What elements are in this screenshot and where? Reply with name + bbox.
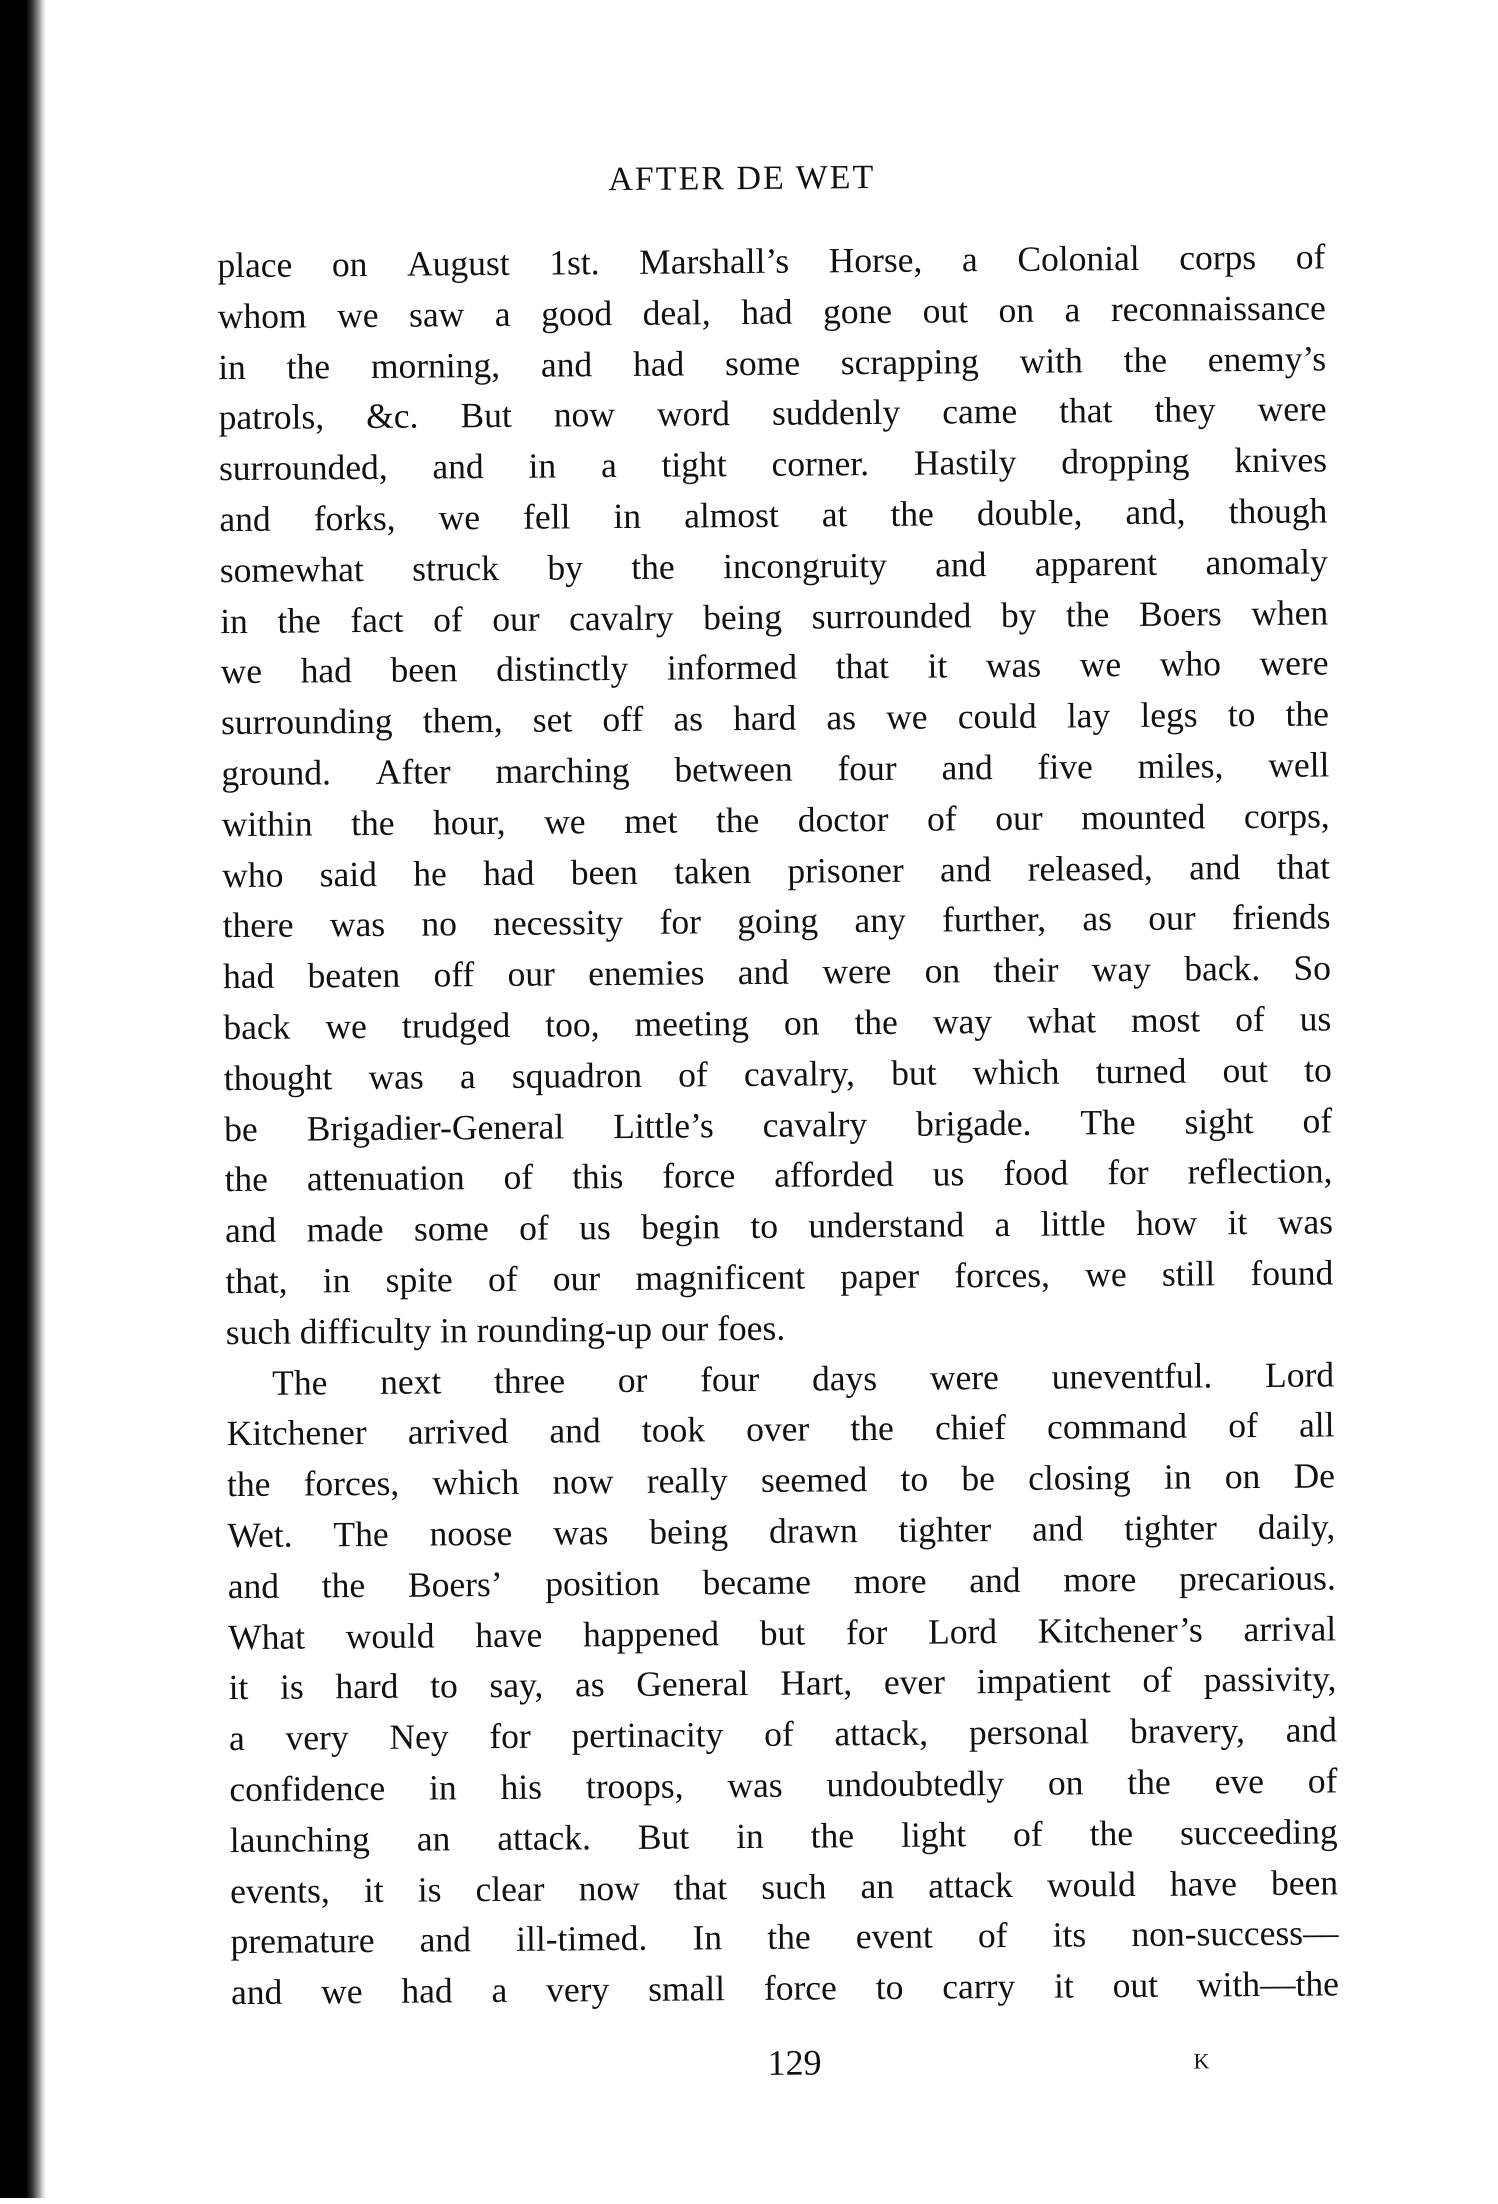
text-line: that, in spite of our magnificent paper forces, we still found <box>225 1252 1334 1302</box>
signature-mark: K <box>1193 2048 1210 2074</box>
text-line: in the fact of our cavalry being surrounded by the Boers when <box>220 592 1329 641</box>
text-line: somewhat struck by the incongruity and apparent anomaly <box>219 541 1328 590</box>
text-line: whom we saw a good deal, had gone out on a reconnaissance <box>217 287 1326 336</box>
text-line: launching an attack. But in the light of the succeeding <box>229 1811 1338 1860</box>
text-line: events, it is clear now that such an attack would have been <box>230 1861 1339 1911</box>
text-line: premature and ill-timed. In the event of its non-success— <box>230 1912 1339 1962</box>
text-line: ground. After marching between four and five miles, well <box>221 744 1330 794</box>
text-line: such difficulty in rounding-up our foes. <box>225 1307 786 1352</box>
text-line: thought was a squadron of cavalry, but which turned out to <box>223 1049 1332 1098</box>
text-line: be Brigadier-General Little’s cavalry brigade. The sight of <box>224 1099 1333 1149</box>
text-line: and the Boers’ position became more and more precarious. <box>227 1557 1336 1606</box>
text-line: it is hard to say, as General Hart, ever impatient of passivity, <box>228 1658 1337 1708</box>
text-line: there was no necessity for going any further, as our friends <box>222 896 1331 946</box>
text-line: and made some of us begin to understand a little how it was <box>224 1201 1334 1251</box>
text-line: Wet. The noose was being drawn tighter and tighter daily, <box>227 1506 1336 1556</box>
text-line: and we had a very small force to carry it out with—the <box>230 1963 1340 2013</box>
text-line: back we trudged too, meeting on the way what most of us <box>223 998 1332 1048</box>
text-line: place on August 1st. Marshall’s Horse, a Colonial corps of <box>217 236 1326 286</box>
text-line: and forks, we fell in almost at the double, and, though <box>219 490 1328 540</box>
body-text <box>217 231 1339 2018</box>
text-line: had beaten off our enemies and were on their way back. So <box>222 947 1332 997</box>
text-line: surrounded, and in a tight corner. Hastily dropping knives <box>218 439 1328 489</box>
text-line: we had been distinctly informed that it was we who were <box>220 642 1329 692</box>
running-header: AFTER DE WET <box>608 158 876 199</box>
text-line: the attenuation of this force afforded us food for reflection, <box>224 1150 1333 1200</box>
text-line: The next three or four days were uneventful. Lord <box>272 1353 1335 1403</box>
text-line: who said he had been taken prisoner and released, and that <box>222 846 1331 895</box>
text-line: surrounding them, set off as hard as we could lay legs to the <box>220 693 1330 743</box>
text-line: What would have happened but for Lord Kitchener’s arrival <box>228 1607 1337 1657</box>
text-line: Kitchener arrived and took over the chief command of all <box>226 1404 1335 1454</box>
text-line: a very Ney for pertinacity of attack, personal bravery, and <box>228 1709 1338 1759</box>
text-line: confidence in his troops, was undoubtedly on the eve of <box>229 1760 1338 1810</box>
text-line: in the morning, and had some scrapping with the enemy’s <box>218 338 1327 387</box>
text-line: patrols, &c. But now word suddenly came that they were <box>218 388 1327 438</box>
text-line: the forces, which now really seemed to be closing in on De <box>226 1455 1336 1505</box>
page-number: 129 <box>767 2042 822 2083</box>
text-line: within the hour, we met the doctor of our mounted corps, <box>221 795 1330 844</box>
